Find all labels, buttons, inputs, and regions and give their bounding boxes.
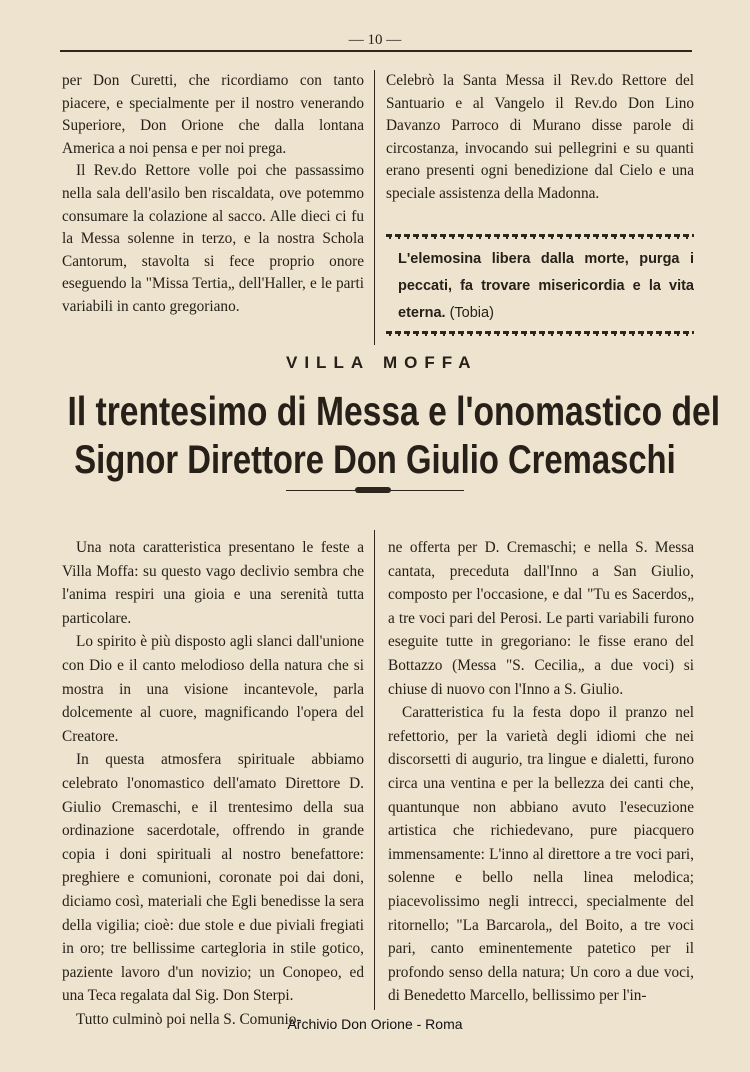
archive-footer: Archivio Don Orione - Roma [287,1016,463,1032]
paragraph: ne offerta per D. Cremaschi; e nella S. Messa cantata, preceduta dall'Inno a San Giulio, composto per l'occasione, e dal "Tu es Sacerdos„ a tre voci pari del Perosi. Le parti variabili furono eseguite tutte in gregoriano: le fisse erano del Bottazzo (Messa "S. Cecilia„ a due voci) si chiuse di nuovo con l'Inno a S. Giulio. [388,539,694,698]
quote-text: L'elemosina libera dalla morte, purga i peccati, fa trovare misericordia e la vita eterna. [398,251,694,321]
top-right-column [386,70,694,206]
column-divider-bottom [374,530,375,1010]
paragraph: Lo spirito è più disposto agli slanci dall'unione con Dio e il canto melodioso della natura che si mostra in una visione incantevole, parla dolcemente al cuore, magnificando l'opera del Creatore. [62,633,364,745]
article-left-column [62,536,364,1031]
section-label-right: MOFFA [383,353,478,372]
paragraph: Una nota caratteristica presentano le feste a Villa Moffa: su questo vago declivio sembra che l'anima respiri una gioia e una serenità tutta particolare. [62,539,364,627]
top-left-column [62,70,364,319]
ornamental-border-bottom [386,330,694,336]
headline-line-2: Signor Direttore Don Giulio Cremaschi [74,438,676,482]
paragraph: Caratteristica fu la festa dopo il pranzo nel refettorio, per la varietà degli idiomi che nei discorsetti di augurio, tra lingue e dialetti, furono circa una ventina e per la bellezza dei canti che, quantunque non abbiano avuto l'esecuzione artistica che richiedevano, pure piacquero immensamente: L'inno al direttore a tre voci pari, solenne e bello nella linea melodica; piacevolissimo negli intrecci, specialmente del ritornello; "La Barcarola„ del Boito, a tre voci pari, canto eminentemente patetico per il profondo senso della natura; Un coro a due voci, di Benedetto Marcello, bellissimo per l'in- [388,704,694,1005]
paragraph: Celebrò la Santa Messa il Rev.do Rettore del Santuario e al Vangelo il Rev.do Don Lino Davanzo Parroco di Murano disse parole di circostanza, invocando sui pellegrini e su quanti erano presenti ogni benedizione dal Cielo e una speciale assistenza della Madonna. [386,72,694,202]
quote-box [398,246,694,327]
section-label-left: VILLA [286,353,371,372]
ornamental-border-top [386,233,694,239]
headline-line-1: Il trentesimo di Messa e l'onomastico del [67,388,721,434]
quote-attribution: (Tobia) [449,305,494,321]
article-right-column [388,536,694,1008]
paragraph: Tutto culminò poi nella S. Comunio- [76,1010,302,1028]
header-rule [60,50,692,52]
paragraph: In questa atmosfera spirituale abbiamo celebrato l'onomastico dell'amato Direttore D. Giulio Cremaschi, e il trentesimo della sua ordinazione sacerdotale, offrendo in grande copia i doni spirituali al nostro benefattore: preghiere e comunioni, coronate poi dai doni, diciamo così, materiali che Egli benedisse la sera della vigilia; cioè: due stole e due piviali fregiati in oro; tre bellissime cartegloria in stile gotico, paziente lavoro d'un novizio; un Conopeo, ed una Teca regalata dal Sig. Don Sterpi. [62,751,364,1005]
paragraph: Il Rev.do Rettore volle poi che passassimo nella sala dell'asilo ben riscaldata, ove potemmo consumare la colazione al sacco. Alle dieci ci fu la Messa solenne in terzo, e la nostra Schola Cantorum, stavolta si fece proprio onore eseguendo la "Missa Tertia„ dell'Haller, e le parti variabili in canto gregoriano. [62,162,364,315]
title-rule-ornament [355,487,391,493]
column-divider-top [374,70,375,345]
paragraph: per Don Curetti, che ricordiamo con tanto piacere, e specialmente per il nostro venerando Superiore, Don Orione che dalla lontana America a noi pensa e per noi prega. [62,72,364,157]
page-number: — 10 — [348,32,402,48]
